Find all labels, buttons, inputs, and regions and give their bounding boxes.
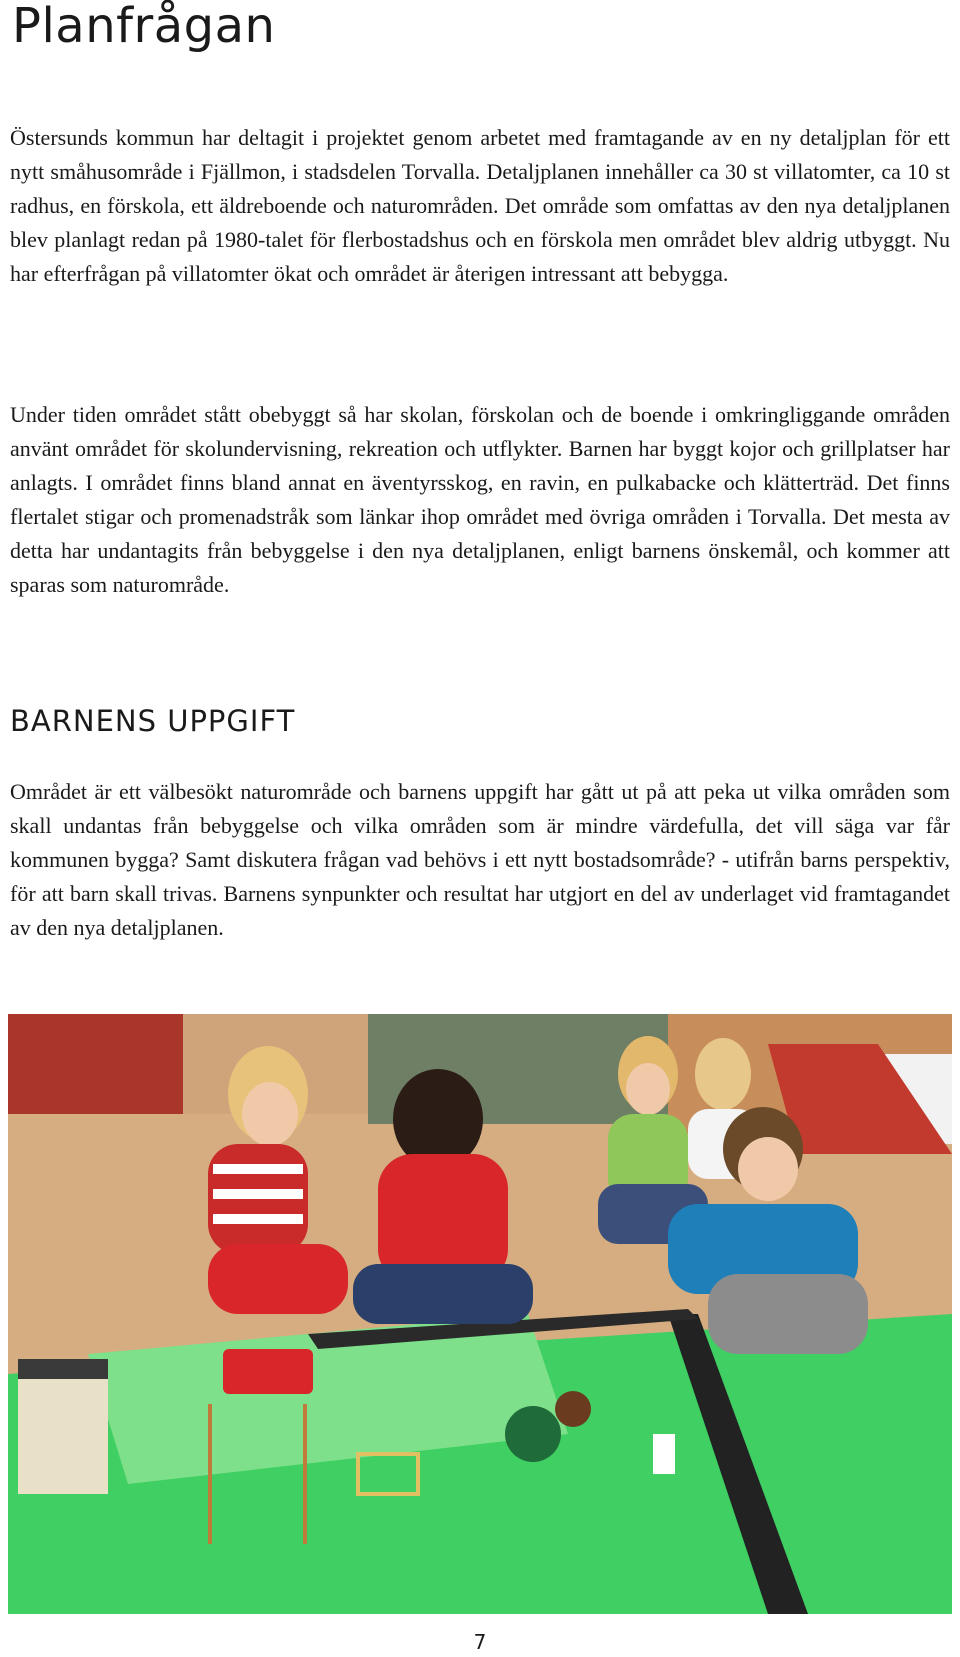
photo-model-bush — [555, 1391, 591, 1427]
photo-wall-left — [8, 1014, 183, 1114]
photo-model-houses — [18, 1374, 108, 1494]
task-paragraph: Området är ett välbesökt naturområde och barnens uppgift har gått ut på att peka ut vilka områden som skall undantas från bebyggelse och vilka områden som är mindre värdefulla, det vill säga var får kommunen bygga? Samt diskutera frågan vad behövs i ett nytt bostadsområde? - utifrån barns perspektiv, för att barn skall trivas. Barnens synpunkter och resultat har utgjort en del av underlaget vid framtagandet av den nya detaljplanen. — [10, 779, 950, 940]
children-workshop-photo — [8, 1014, 952, 1614]
section-heading: BARNENS UPPGIFT — [10, 704, 296, 738]
page-title: Planfrågan — [12, 0, 276, 54]
area-usage-paragraph: Under tiden området stått obebyggt så har skolan, förskolan och de boende i omkringliggande områden använt området för skolundervisning, rekreation och utflykter. Barnen har byggt kojor och grillplatser har anlagts. I området finns bland annat en äventyrsskog, en ravin, en pulkabacke och klätterträd. Det finns flertalet stigar och promenadstråk som länkar ihop området med övriga områden i Torvalla. Det mesta av detta har undantagits från bebyggelse i den nya detaljplanen, enligt barnens önskemål, och kommer att sparas som naturområde. — [10, 402, 950, 597]
page-number: 7 — [473, 1630, 487, 1654]
photo-model-tree — [505, 1406, 561, 1462]
photo-model-sign — [653, 1434, 675, 1474]
photo-model-stick-2 — [303, 1404, 307, 1544]
photo-model-red-box — [223, 1349, 313, 1394]
photo-model-stick-1 — [208, 1404, 212, 1544]
intro-paragraph: Östersunds kommun har deltagit i projektet genom arbetet med framtagande av en ny detaljplan för ett nytt småhusområde i Fjällmon, i stadsdelen Torvalla. Detaljplanen innehåller ca 30 st villatomter, ca 10 st radhus, en förskola, ett äldreboende och naturområden. Det område som omfattas av den nya detaljplanen blev planlagt redan på 1980-talet för flerbostadshus och en förskola men området blev aldrig utbyggt. Nu har efterfrågan på villatomter ökat och området är återigen intressant att bebygga. — [10, 125, 950, 286]
photo-model-houses-roof — [18, 1359, 108, 1379]
